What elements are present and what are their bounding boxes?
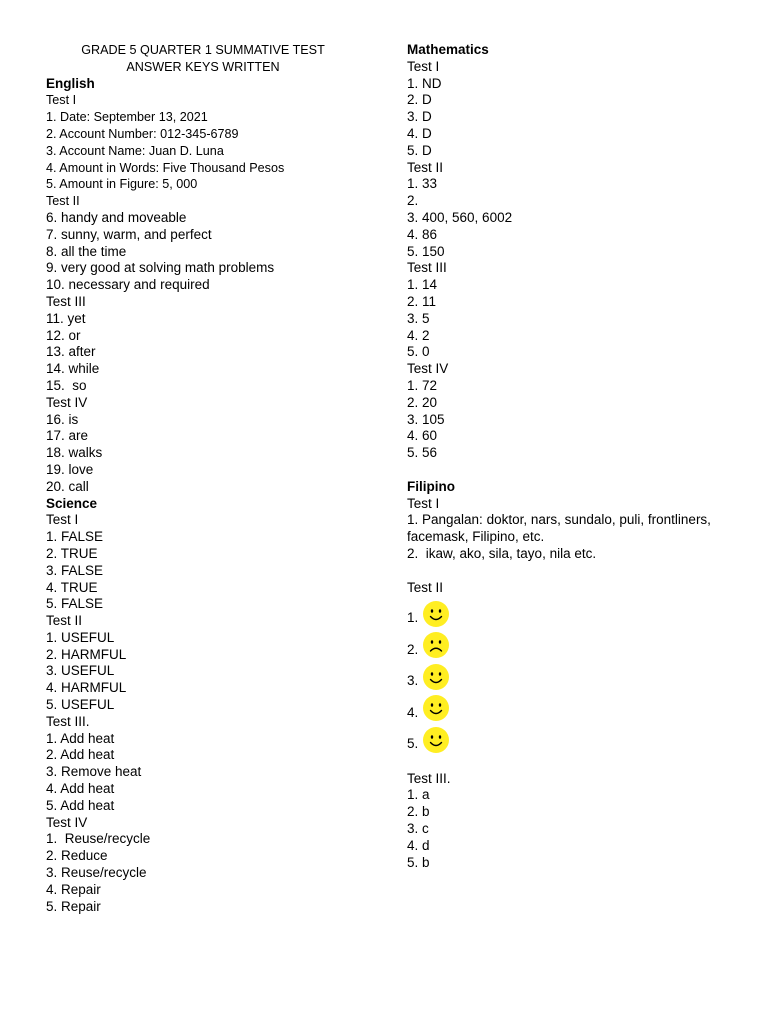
filipino-test-3-label: Test III. [407, 770, 451, 786]
science-t1-item: 2. TRUE [46, 545, 98, 561]
filipino-t3-item: 4. d [407, 837, 430, 853]
math-t2-item: 5. 150 [407, 243, 445, 259]
english-t4-item: 19. love [46, 461, 94, 477]
science-t3-item: 3. Remove heat [46, 764, 142, 780]
science-t4-item: 5. Repair [46, 898, 101, 914]
sad-face-icon [422, 631, 450, 659]
spacer [407, 563, 737, 580]
math-t1-item: 3. D [407, 109, 432, 125]
science-t1-item: 1. FALSE [46, 529, 104, 545]
english-t3-item: 11. yet [46, 310, 86, 326]
science-test-3-label: Test III. [46, 713, 90, 729]
happy-face-icon [422, 726, 450, 754]
english-t1-item: 3. Account Name: Juan D. Luna [46, 143, 224, 158]
english-t2-item: 6. handy and moveable [46, 209, 187, 225]
math-t3-item: 1. 14 [407, 277, 438, 293]
english-t3-item: 14. while [46, 361, 100, 377]
filipino-t1-item: 1. Pangalan: doktor, nars, sundalo, puli, frontliners, facemask, Filipino, etc. [407, 512, 711, 545]
science-test-4-label: Test IV [46, 814, 88, 830]
english-t3-item: 13. after [46, 344, 96, 360]
science-t2-item: 5. USEFUL [46, 697, 115, 713]
item-number: 1. [407, 610, 419, 625]
spacer [407, 462, 737, 479]
math-t4-item: 3. 105 [407, 411, 445, 427]
science-t4-item: 1. Reuse/recycle [46, 831, 151, 847]
english-test-4-label: Test IV [46, 394, 88, 410]
english-t1-item: 4. Amount in Words: Five Thousand Pesos [46, 160, 285, 175]
science-t3-item: 5. Add heat [46, 797, 115, 813]
math-t2-item: 1. 33 [407, 176, 438, 192]
math-t1-item: 4. D [407, 125, 432, 141]
math-t3-item: 3. 5 [407, 310, 430, 326]
english-t4-item: 16. is [46, 411, 79, 427]
item-number: 5. [407, 736, 419, 751]
english-test-2-label: Test II [46, 194, 80, 209]
math-test-4-label: Test IV [407, 361, 449, 377]
english-test-1-label: Test I [46, 93, 77, 108]
filipino-t2-list [407, 596, 737, 754]
science-t2-item: 3. USEFUL [46, 663, 115, 679]
math-t2-item: 4. 86 [407, 226, 438, 242]
filipino-test-2-label: Test II [407, 579, 444, 595]
filipino-t3-item: 3. c [407, 820, 429, 836]
document-title-line-1: GRADE 5 QUARTER 1 SUMMATIVE TEST [81, 43, 325, 57]
english-t2-item: 9. very good at solving math problems [46, 260, 275, 276]
filipino-t2-item [407, 691, 737, 723]
filipino-t2-item [407, 628, 737, 660]
item-number: 4. [407, 704, 419, 720]
science-t3-item: 1. Add heat [46, 730, 115, 746]
science-t1-item: 5. FALSE [46, 596, 104, 612]
filipino-t2-item [407, 659, 737, 691]
science-test-1-label: Test I [46, 512, 79, 528]
happy-face-icon [422, 663, 450, 691]
english-test-3-label: Test III [46, 293, 86, 309]
left-column [46, 42, 376, 915]
math-test-3-label: Test III [407, 260, 447, 276]
filipino-t3-item: 2. b [407, 804, 430, 820]
english-t3-item: 12. or [46, 327, 81, 343]
math-t2-item: 3. 400, 560, 6002 [407, 209, 513, 225]
math-test-1-label: Test I [407, 58, 440, 74]
math-t1-item: 5. D [407, 142, 432, 158]
happy-face-icon [422, 694, 450, 722]
science-t4-item: 4. Repair [46, 881, 101, 897]
science-t2-item: 2. HARMFUL [46, 646, 127, 662]
filipino-test-1-label: Test I [407, 495, 440, 511]
filipino-heading: Filipino [407, 478, 455, 494]
science-t2-item: 1. USEFUL [46, 629, 115, 645]
english-t1-item: 5. Amount in Figure: 5, 000 [46, 177, 198, 192]
filipino-t3-item: 1. a [407, 787, 430, 803]
science-test-2-label: Test II [46, 613, 83, 629]
math-t3-item: 4. 2 [407, 327, 430, 343]
english-t4-item: 18. walks [46, 445, 103, 461]
filipino-t2-item [407, 596, 737, 628]
spacer [407, 754, 737, 771]
science-t4-item: 2. Reduce [46, 848, 108, 864]
math-t4-item: 5. 56 [407, 445, 438, 461]
math-t1-item: 1. ND [407, 75, 442, 91]
english-t2-item: 7. sunny, warm, and perfect [46, 226, 212, 242]
item-number: 2. [407, 641, 419, 657]
math-t2-item: 2. [407, 193, 419, 209]
filipino-t1-item: 2. ikaw, ako, sila, tayo, nila etc. [407, 545, 597, 561]
math-test-2-label: Test II [407, 159, 444, 175]
english-t3-item: 15. so [46, 377, 87, 393]
english-t1-item: 2. Account Number: 012-345-6789 [46, 126, 239, 141]
math-t4-item: 1. 72 [407, 377, 438, 393]
english-t2-item: 8. all the time [46, 243, 127, 259]
science-t1-item: 4. TRUE [46, 579, 98, 595]
right-column [407, 42, 737, 871]
math-t4-item: 2. 20 [407, 394, 438, 410]
science-t4-item: 3. Reuse/recycle [46, 865, 147, 881]
item-number: 3. [407, 673, 419, 688]
filipino-t2-item [407, 722, 737, 754]
filipino-t3-item: 5. b [407, 854, 430, 870]
english-heading: English [46, 75, 95, 91]
math-t3-item: 2. 11 [407, 293, 437, 309]
science-heading: Science [46, 495, 98, 511]
science-t2-item: 4. HARMFUL [46, 680, 127, 696]
english-t2-item: 10. necessary and required [46, 277, 210, 293]
math-t4-item: 4. 60 [407, 428, 438, 444]
english-t4-item: 20. call [46, 478, 89, 494]
science-t3-item: 4. Add heat [46, 781, 115, 797]
science-t1-item: 3. FALSE [46, 562, 104, 578]
english-t4-item: 17. are [46, 428, 89, 444]
science-t3-item: 2. Add heat [46, 747, 115, 763]
happy-face-icon [422, 600, 450, 628]
mathematics-heading: Mathematics [407, 42, 489, 57]
document-title-line-2: ANSWER KEYS WRITTEN [126, 59, 280, 74]
english-t1-item: 1. Date: September 13, 2021 [46, 110, 208, 125]
math-t1-item: 2. D [407, 92, 432, 108]
math-t3-item: 5. 0 [407, 344, 430, 360]
